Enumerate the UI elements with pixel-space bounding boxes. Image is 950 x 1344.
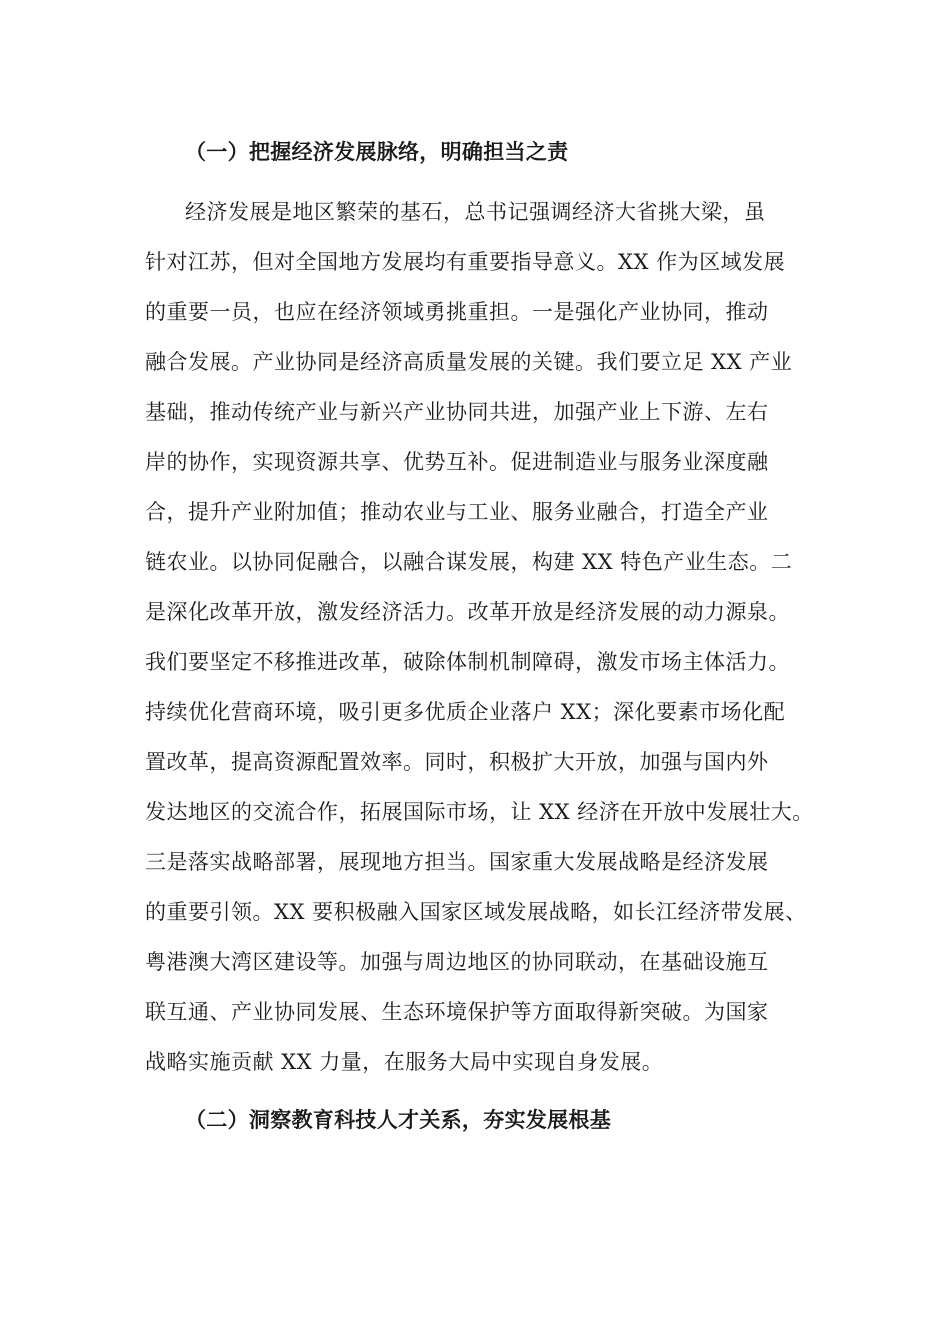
paragraph-line: 三是落实战略部署，展现地方担当。国家重大发展战略是经济发展 bbox=[145, 850, 769, 874]
paragraph-line: 我们要坚定不移推进改革，破除体制机制障碍，激发市场主体活力。 bbox=[145, 650, 790, 674]
paragraph-line: 经济发展是地区繁荣的基石，总书记强调经济大省挑大梁，虽 bbox=[185, 200, 766, 224]
paragraph-line: 发达地区的交流合作，拓展国际市场，让 XX 经济在开放中发展壮大。 bbox=[145, 800, 814, 824]
paragraph-line: 置改革，提高资源配置效率。同时，积极扩大开放，加强与国内外 bbox=[145, 750, 769, 774]
paragraph-line: 是深化改革开放，激发经济活力。改革开放是经济发展的动力源泉。 bbox=[145, 600, 790, 624]
paragraph-line: 链农业。以协同促融合，以融合谋发展，构建 XX 特色产业生态。二 bbox=[145, 550, 793, 574]
paragraph-line: 联互通、产业协同发展、生态环境保护等方面取得新突破。为国家 bbox=[145, 1000, 769, 1024]
paragraph-line: 粤港澳大湾区建设等。加强与周边地区的协同联动，在基础设施互 bbox=[145, 950, 769, 974]
paragraph-line: 合，提升产业附加值；推动农业与工业、服务业融合，打造全产业 bbox=[145, 500, 769, 524]
paragraph-line: 针对江苏，但对全国地方发展均有重要指导意义。XX 作为区域发展 bbox=[145, 250, 786, 274]
section-heading-2: （二）洞察教育科技人才关系，夯实发展根基 bbox=[185, 1108, 611, 1132]
paragraph-line: 岸的协作，实现资源共享、优势互补。促进制造业与服务业深度融 bbox=[145, 450, 769, 474]
paragraph-line: 的重要引领。XX 要积极融入国家区域发展战略，如长江经济带发展、 bbox=[145, 900, 807, 924]
paragraph-line: 持续优化营商环境，吸引更多优质企业落户 XX；深化要素市场化配 bbox=[145, 700, 786, 724]
paragraph-line: 的重要一员，也应在经济领域勇挑重担。一是强化产业协同，推动 bbox=[145, 300, 769, 324]
paragraph-line: 基础，推动传统产业与新兴产业协同共进，加强产业上下游、左右 bbox=[145, 400, 769, 424]
paragraph-line: 战略实施贡献 XX 力量，在服务大局中实现自身发展。 bbox=[145, 1050, 664, 1074]
paragraph-line: 融合发展。产业协同是经济高质量发展的关键。我们要立足 XX 产业 bbox=[145, 350, 793, 374]
section-heading-1: （一）把握经济发展脉络，明确担当之责 bbox=[185, 140, 569, 164]
